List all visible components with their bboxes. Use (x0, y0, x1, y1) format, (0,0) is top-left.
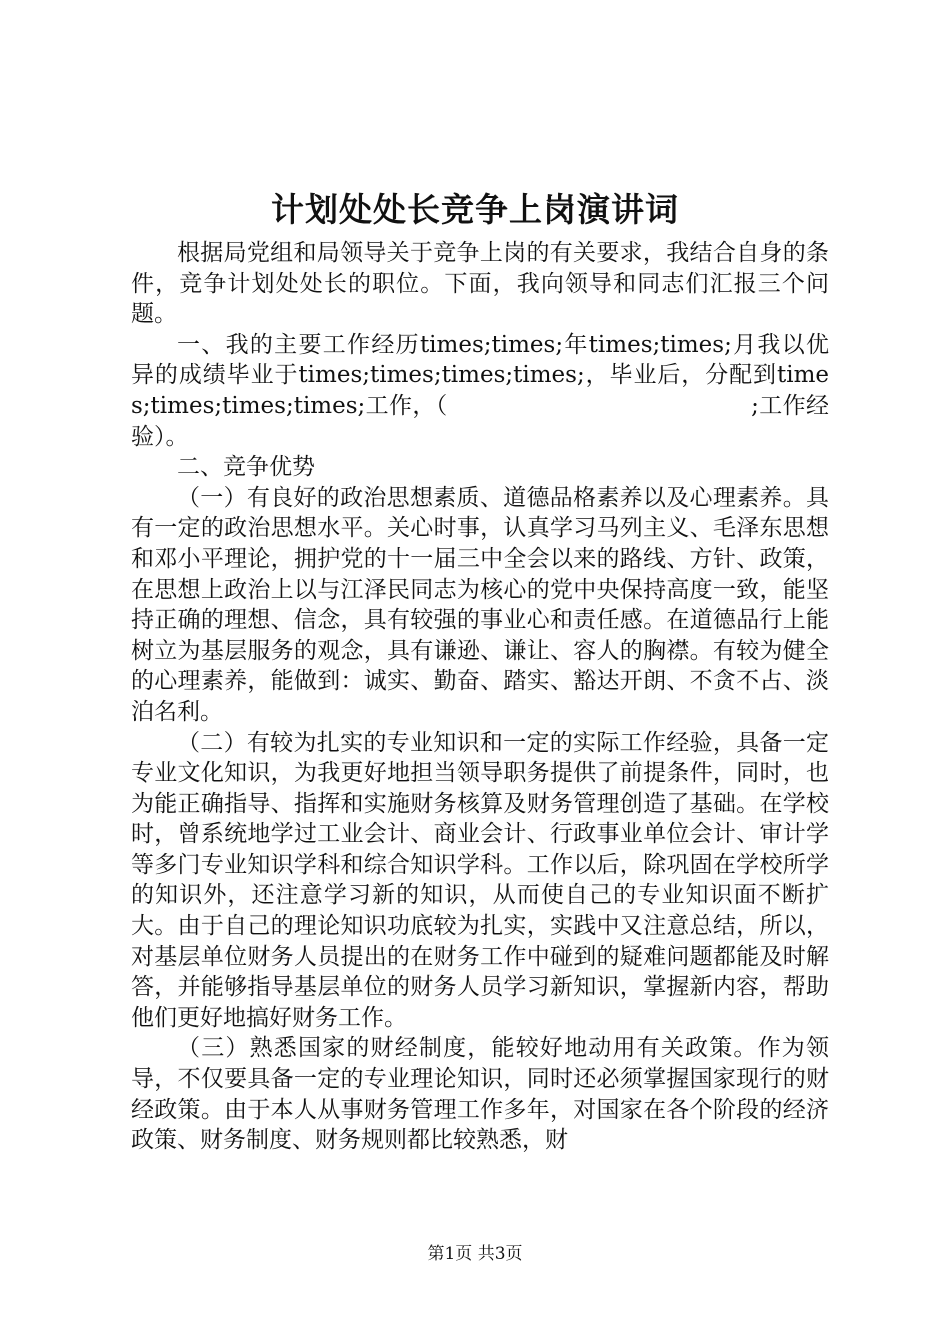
document-body (131, 238, 829, 1156)
page-footer: 第1页 共3页 (427, 1244, 523, 1264)
paragraph-advantages-heading: 二、竞争优势 (177, 454, 315, 481)
paragraph-intro: 根据局党组和局领导关于竞争上岗的有关要求，我结合自身的条件，竞争计划处处长的职位。下面，我向领导和同志们汇报三个问题。 (131, 240, 829, 328)
paragraph-advantage-1: （一）有良好的政治思想素质、道德品格素养以及心理素养。具有一定的政治思想水平。关心时事，认真学习马列主义、毛泽东思想和邓小平理论，拥护党的十一届三中全会以来的路线、方针、政策，在思想上政治上以与江泽民同志为核心的党中央保持高度一致，能坚持正确的理想、信念，具有较强的事业心和责任感。在道德品行上能树立为基层服务的观念，具有谦逊、谦让、容人的胸襟。有较为健全的心理素养，能做到：诚实、勤奋、踏实、豁达开朗、不贪不占、淡泊名利。 (131, 484, 829, 725)
paragraph-work-experience: 一、我的主要工作经历times;times;年times;times;月我以优异的成绩毕业于times;times;times;times;，毕业后，分配到times;times;times;times;工作，（ ;工作经验）。 (131, 331, 829, 450)
paragraph-advantage-2: （二）有较为扎实的专业知识和一定的实际工作经验，具备一定专业文化知识，为我更好地担当领导职务提供了前提条件，同时，也为能正确指导、指挥和实施财务核算及财务管理创造了基础。在学校时，曾系统地学过工业会计、商业会计、行政事业单位会计、审计学等多门专业知识学科和综合知识学科。工作以后，除巩固在学校所学的知识外，还注意学习新的知识，从而使自己的专业知识面不断扩大。由于自己的理论知识功底较为扎实，实践中又注意总结，所以，对基层单位财务人员提出的在财务工作中碰到的疑难问题都能及时解答，并能够指导基层单位的财务人员学习新知识，掌握新内容，帮助他们更好地搞好财务工作。 (131, 729, 829, 1031)
paragraph-advantage-3: （三）熟悉国家的财经制度，能较好地动用有关政策。作为领导，不仅要具备一定的专业理论知识，同时还必须掌握国家现行的财经政策。由于本人从事财务管理工作多年，对国家在各个阶段的经济政策、财务制度、财务规则都比较熟悉，财 (131, 1035, 829, 1154)
document-title: 计划处处长竞争上岗演讲词 (271, 190, 679, 229)
